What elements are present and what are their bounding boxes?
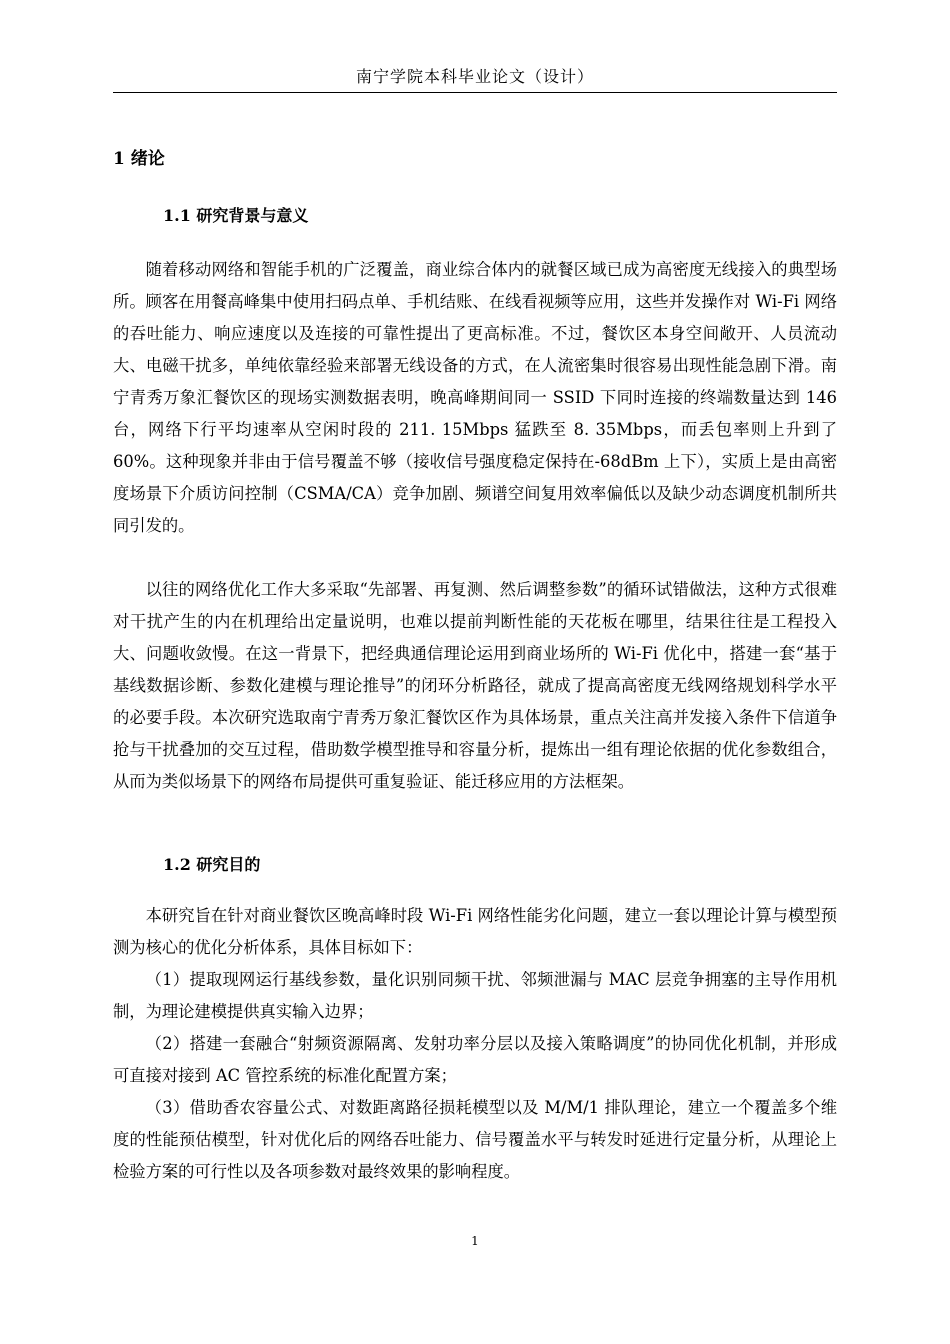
section-title-1-1: 1.1 研究背景与意义 (163, 206, 309, 225)
list-item-objective-1: （1）提取现网运行基线参数，量化识别同频干扰、邻频泄漏与 MAC 层竞争拥塞的主导作用机制，为理论建模提供真实输入边界； (113, 970, 837, 1021)
paragraph-background-2: 以往的网络优化工作大多采取“先部署、再复测、然后调整参数”的循环试错做法，这种方式很难对干扰产生的内在机理给出定量说明，也难以提前判断性能的天花板在哪里，结果往往是工程投入大、问题收敛慢。在这一背景下，把经典通信理论运用到商业场所的 Wi-Fi 优化中，搭建一套“基于基线数据诊断、参数化建模与理论推导”的闭环分析路径，就成了提高高密度无线网络规划科学水平的必要手段。本次研究选取南宁青秀万象汇餐饮区作为具体场景，重点关注高并发接入条件下信道争抢与干扰叠加的交互过程，借助数学模型推导和容量分析，提炼出一组有理论依据的优化参数组合，从而为类似场景下的网络布局提供可重复验证、能迁移应用的方法框架。 (113, 580, 837, 791)
list-item-objective-3: （3）借助香农容量公式、对数距离路径损耗模型以及 M/M/1 排队理论，建立一个覆盖多个维度的性能预估模型，针对优化后的网络吞吐能力、信号覆盖水平与转发时延进行定量分析，从理论上检验方案的可行性以及各项参数对最终效果的影响程度。 (113, 1098, 837, 1181)
chapter-title: 1 绪论 (113, 149, 165, 169)
paragraph-background-1: 随着移动网络和智能手机的广泛覆盖，商业综合体内的就餐区域已成为高密度无线接入的典型场所。顾客在用餐高峰集中使用扫码点单、手机结账、在线看视频等应用，这些并发操作对 Wi-Fi 网络的吞吐能力、响应速度以及连接的可靠性提出了更高标准。不过，餐饮区本身空间敞开、人员流动大、电磁干扰多，单纯依靠经验来部署无线设备的方式，在人流密集时很容易出现性能急剧下滑。南宁青秀万象汇餐饮区的现场实测数据表明，晚高峰期间同一 SSID 下同时连接的终端数量达到 146 台，网络下行平均速率从空闲时段的 211. 15Mbps 猛跌至 8. 35Mbps，而丢包率则上升到了 60%。这种现象并非由于信号覆盖不够（接收信号强度稳定保持在-68dBm 上下），实质上是由高密度场景下介质访问控制（CSMA/CA）竞争加剧、频谱空间复用效率偏低以及缺少动态调度机制所共同引发的。 (113, 260, 837, 535)
header-divider (113, 92, 837, 93)
section-title-1-2: 1.2 研究目的 (163, 855, 261, 874)
page-header-title: 南宁学院本科毕业论文（设计） (355, 67, 594, 86)
paragraph-objective-intro: 本研究旨在针对商业餐饮区晚高峰时段 Wi-Fi 网络性能劣化问题，建立一套以理论计算与模型预测为核心的优化分析体系，具体目标如下： (113, 906, 837, 957)
page-number: 1 (471, 1234, 479, 1248)
list-item-objective-2: （2）搭建一套融合“射频资源隔离、发射功率分层以及接入策略调度”的协同优化机制，并形成可直接对接到 AC 管控系统的标准化配置方案； (113, 1034, 837, 1085)
